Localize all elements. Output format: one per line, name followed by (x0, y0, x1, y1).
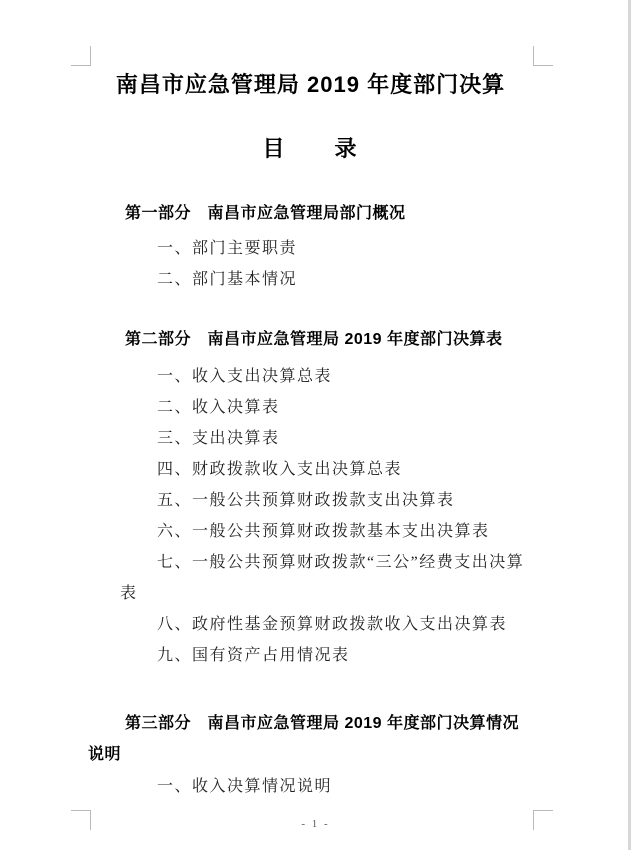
toc-line: 七、一般公共预算财政拨款“三公”经费支出决算 (157, 554, 525, 571)
toc-line: 八、政府性基金预算财政拨款收入支出决算表 (157, 616, 508, 633)
toc-line: 表 (120, 585, 138, 602)
toc-line: 三、支出决算表 (157, 430, 280, 447)
page-content (88, 0, 533, 850)
toc-line: 第二部分 南昌市应急管理局 2019 年度部门决算表 (125, 331, 503, 348)
toc-line: 二、部门基本情况 (157, 271, 298, 288)
toc-line: 说明 (88, 746, 122, 763)
toc-line: 六、一般公共预算财政拨款基本支出决算表 (157, 523, 490, 540)
toc-line: 一、收入决算情况说明 (157, 778, 333, 795)
toc-line: 四、财政拨款收入支出决算总表 (157, 461, 403, 478)
toc-line: 九、国有资产占用情况表 (157, 647, 350, 664)
toc-heading: 目 录 (262, 136, 359, 161)
page-number: - 1 - (301, 818, 330, 830)
toc-line: 第三部分 南昌市应急管理局 2019 年度部门决算情况 (125, 715, 519, 732)
margin-crop-mark-top-right (533, 46, 553, 66)
toc-line: 一、部门主要职责 (157, 240, 298, 257)
toc-line: 五、一般公共预算财政拨款支出决算表 (157, 492, 455, 509)
document-title: 南昌市应急管理局 2019 年度部门决算 (115, 72, 506, 97)
toc-line: 二、收入决算表 (157, 399, 280, 416)
toc-line: 一、收入支出决算总表 (157, 368, 333, 385)
toc-line: 第一部分 南昌市应急管理局部门概况 (125, 205, 406, 222)
